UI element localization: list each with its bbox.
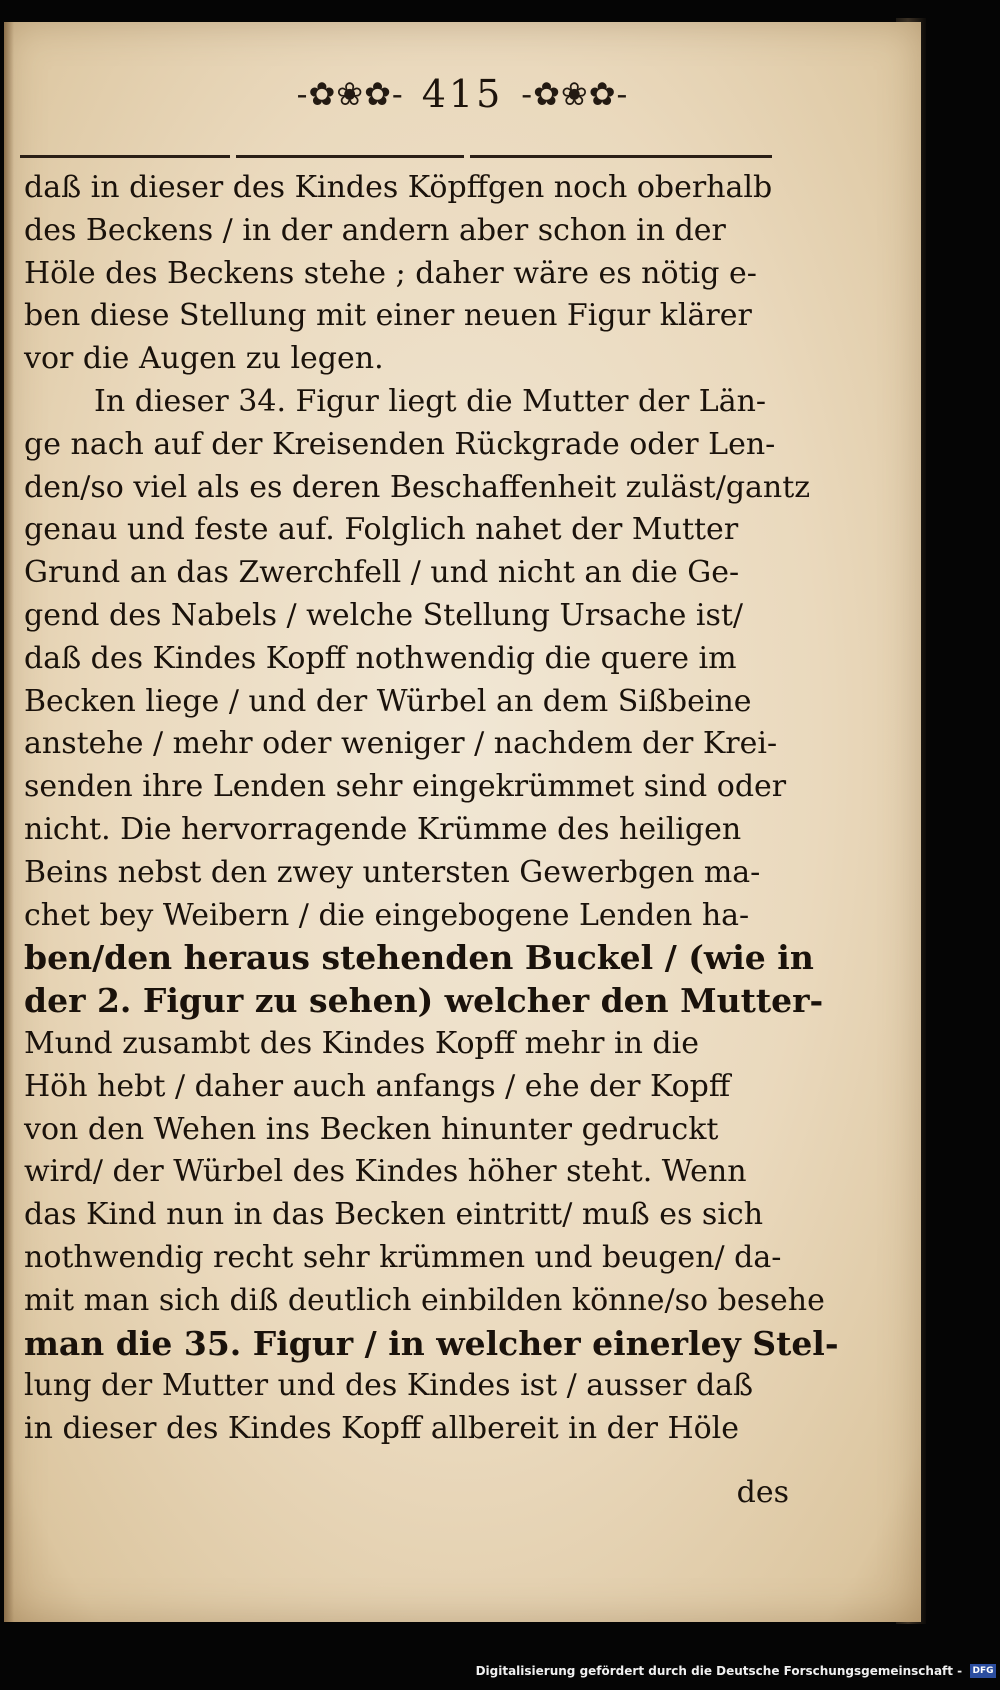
footer-credit: Digitalisierung gefördert durch die Deutsche Forschungsgemeinschaft - <box>475 1664 963 1678</box>
text-line: daß in dieser des Kindes Köpffgen noch oberhalb <box>24 170 773 205</box>
text-line: Mund zusambt des Kindes Kopff mehr in die <box>24 1025 699 1061</box>
digitization-footer <box>0 1656 996 1686</box>
header-rule <box>470 155 772 158</box>
text-line: anstehe / mehr oder weniger / nachdem der Krei- <box>24 726 778 762</box>
text-line: das Kind nun in das Becken eintritt/ muß es sich <box>24 1197 764 1233</box>
text-line: nothwendig recht sehr krümmen und beugen/ da- <box>24 1239 782 1275</box>
book-page <box>4 22 921 1622</box>
text-line: in dieser des Kindes Kopff allbereit in der Höle <box>24 1411 740 1447</box>
text-line: ben diese Stellung mit einer neuen Figur klärer <box>24 298 752 334</box>
text-line: Höh hebt / daher auch anfangs / ehe der Kopff <box>24 1068 731 1104</box>
page-header <box>4 72 921 126</box>
text-line: senden ihre Lenden sehr eingekrümmet sind oder <box>24 769 787 805</box>
text-line: Höle des Beckens stehe ; daher wäre es nötig e- <box>24 255 757 291</box>
header-rule <box>236 155 464 158</box>
text-line: Grund an das Zwerchfell / und nicht an die Ge- <box>24 555 740 591</box>
text-line: genau und feste auf. Folglich nahet der Mutter <box>24 512 739 548</box>
catchword: des <box>736 1475 789 1510</box>
header-rule <box>20 155 230 158</box>
text-line: des Beckens / in der andern aber schon in der <box>24 212 726 248</box>
text-line: chet bey Weibern / die eingebogene Lenden ha- <box>24 897 750 933</box>
ornament-left: -✿❀✿- <box>296 75 404 113</box>
text-line: ge nach auf der Kreisenden Rückgrade oder Len- <box>24 426 776 462</box>
text-line: vor die Augen zu legen. <box>24 341 384 377</box>
text-line: den/so viel als es deren Beschaffenheit zuläst/gantz <box>24 469 811 505</box>
page-number: 415 <box>421 72 504 116</box>
ornament-right: -✿❀✿- <box>521 75 629 113</box>
text-line: mit man sich diß deutlich einbilden könne/so besehe <box>24 1282 825 1318</box>
text-line: ben/den heraus stehenden Buckel / (wie in <box>24 938 814 978</box>
text-line: von den Wehen ins Becken hinunter gedruckt <box>24 1111 719 1147</box>
text-line: In dieser 34. Figur liegt die Mutter der Län- <box>94 383 767 419</box>
body-text <box>24 167 839 1451</box>
dfg-logo-icon: DFG <box>970 1664 996 1678</box>
text-line: daß des Kindes Kopff nothwendig die quere im <box>24 640 737 676</box>
text-line: der 2. Figur zu sehen) welcher den Mutter- <box>24 981 824 1021</box>
text-line: wird/ der Würbel des Kindes höher steht. Wenn <box>24 1154 747 1190</box>
text-line: man die 35. Figur / in welcher einerley Stel- <box>24 1323 839 1363</box>
spine-edge <box>4 22 14 1622</box>
text-line: lung der Mutter und des Kindes ist / ausser daß <box>24 1368 754 1404</box>
text-line: Beins nebst den zwey untersten Gewerbgen ma- <box>24 854 761 890</box>
text-line: nicht. Die hervorragende Krümme des heiligen <box>24 811 742 847</box>
text-line: Becken liege / und der Würbel an dem Sißbeine <box>24 683 752 719</box>
text-line: gend des Nabels / welche Stellung Ursache ist/ <box>24 597 744 633</box>
